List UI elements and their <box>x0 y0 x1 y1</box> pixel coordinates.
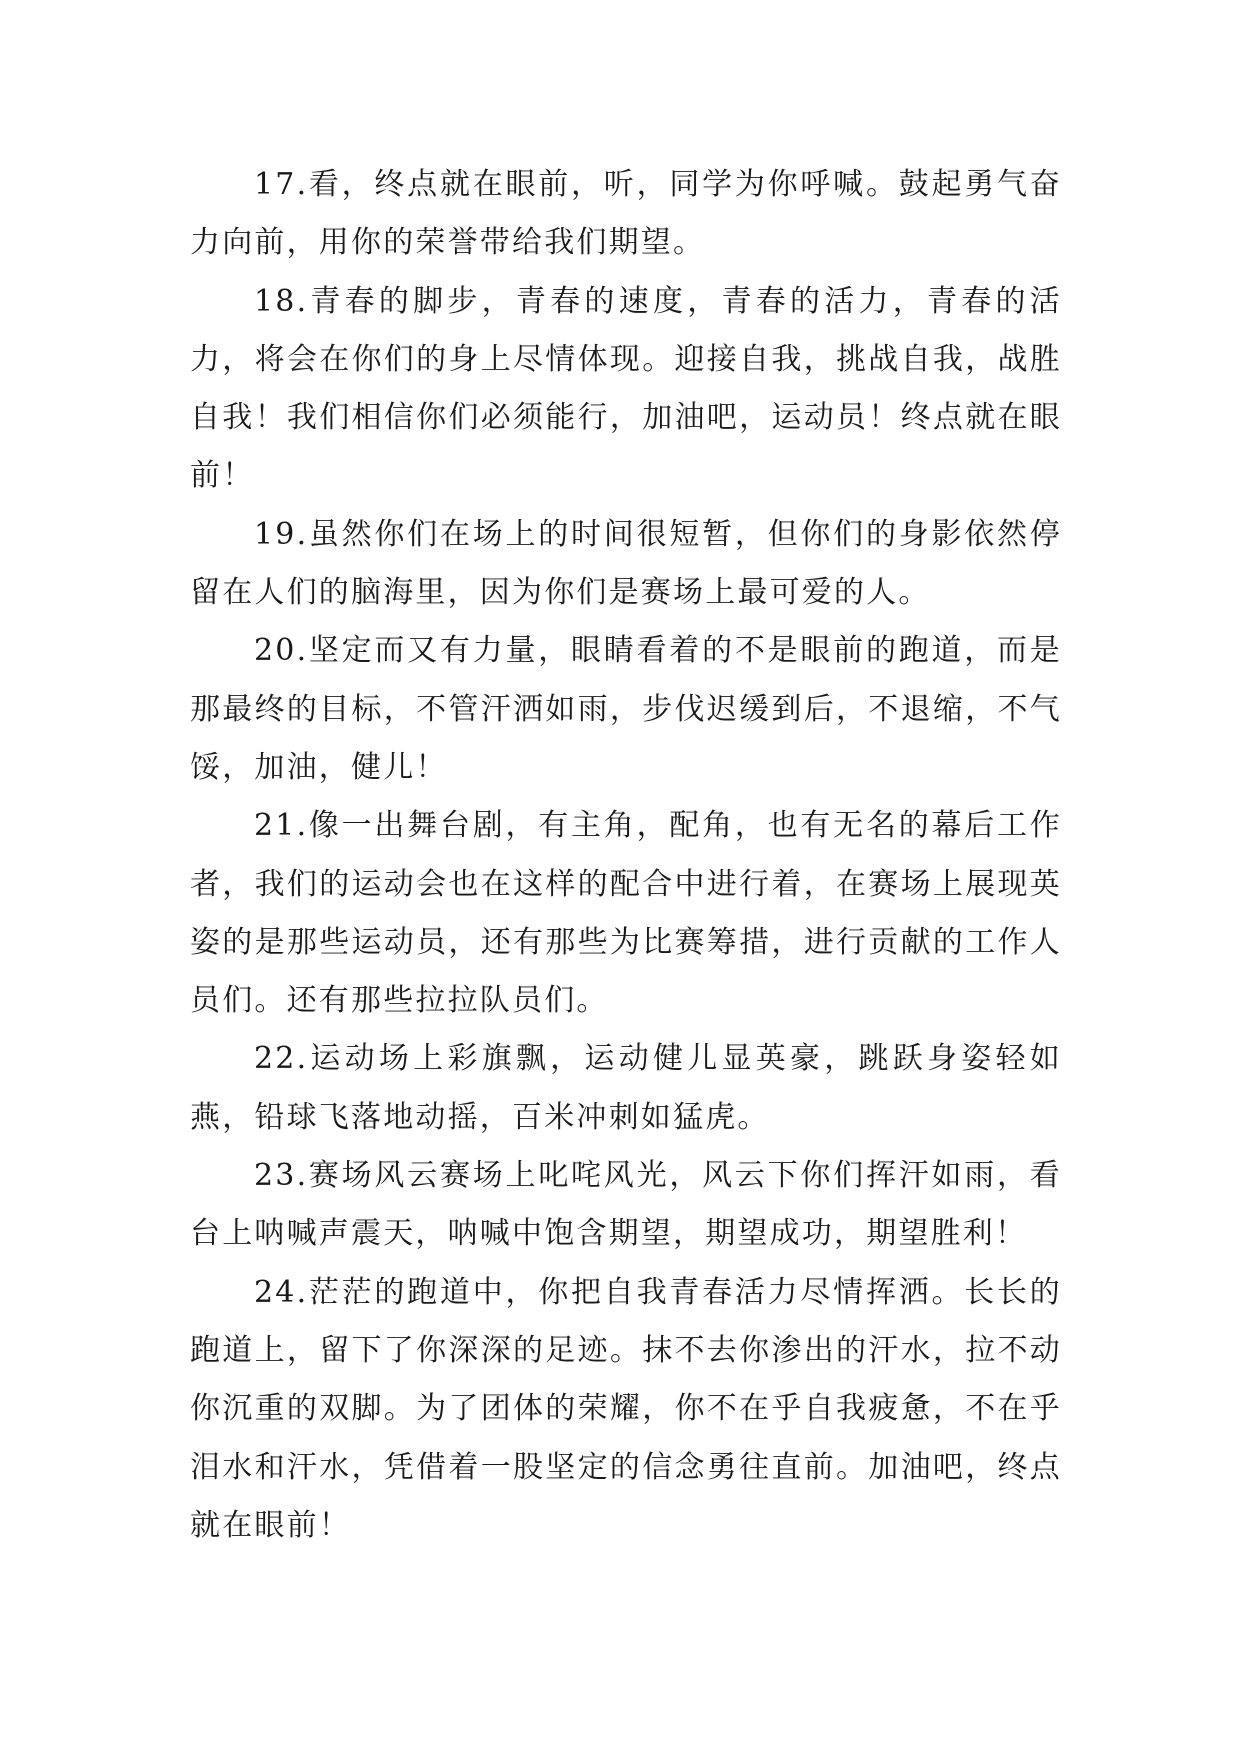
paragraph-24: 24.茫茫的跑道中，你把自我青春活力尽情挥洒。长长的跑道上，留下了你深深的足迹。抹不去你渗出的汗水，拉不动你沉重的双脚。为了团体的荣耀，你不在乎自我疲惫，不在乎泪水和汗水，凭借着一股坚定的信念勇往直前。加油吧，终点就在眼前！ <box>190 1274 1062 1543</box>
paragraph-21: 21.像一出舞台剧，有主角，配角，也有无名的幕后工作者，我们的运动会也在这样的配合中进行着，在赛场上展现英姿的是那些运动员，还有那些为比赛筹措，进行贡献的工作人员们。还有那些拉拉队员们。 <box>190 808 1062 1019</box>
paragraph-23: 23.赛场风云赛场上叱咤风光，风云下你们挥汗如雨，看台上呐喊声震天，呐喊中饱含期望，期望成功，期望胜利！ <box>190 1158 1062 1252</box>
paragraph-19: 19.虽然你们在场上的时间很短暂，但你们的身影依然停留在人们的脑海里，因为你们是赛场上最可爱的人。 <box>190 516 1062 611</box>
paragraph-17: 17.看，终点就在眼前，听，同学为你呼喊。鼓起勇气奋力向前，用你的荣誉带给我们期望。 <box>190 167 1062 261</box>
document-body <box>190 156 1062 1555</box>
paragraph-22: 22.运动场上彩旗飘，运动健儿显英豪，跳跃身姿轻如燕，铅球飞落地动摇，百米冲刺如猛虎。 <box>190 1041 1062 1135</box>
paragraph-18: 18.青春的脚步，青春的速度，青春的活力，青春的活力，将会在你们的身上尽情体现。迎接自我，挑战自我，战胜自我！我们相信你们必须能行，加油吧，运动员！终点就在眼前！ <box>190 283 1062 494</box>
paragraph-20: 20.坚定而又有力量，眼睛看着的不是眼前的跑道，而是那最终的目标，不管汗洒如雨，步伐迟缓到后，不退缩，不气馁，加油，健儿！ <box>190 633 1062 785</box>
